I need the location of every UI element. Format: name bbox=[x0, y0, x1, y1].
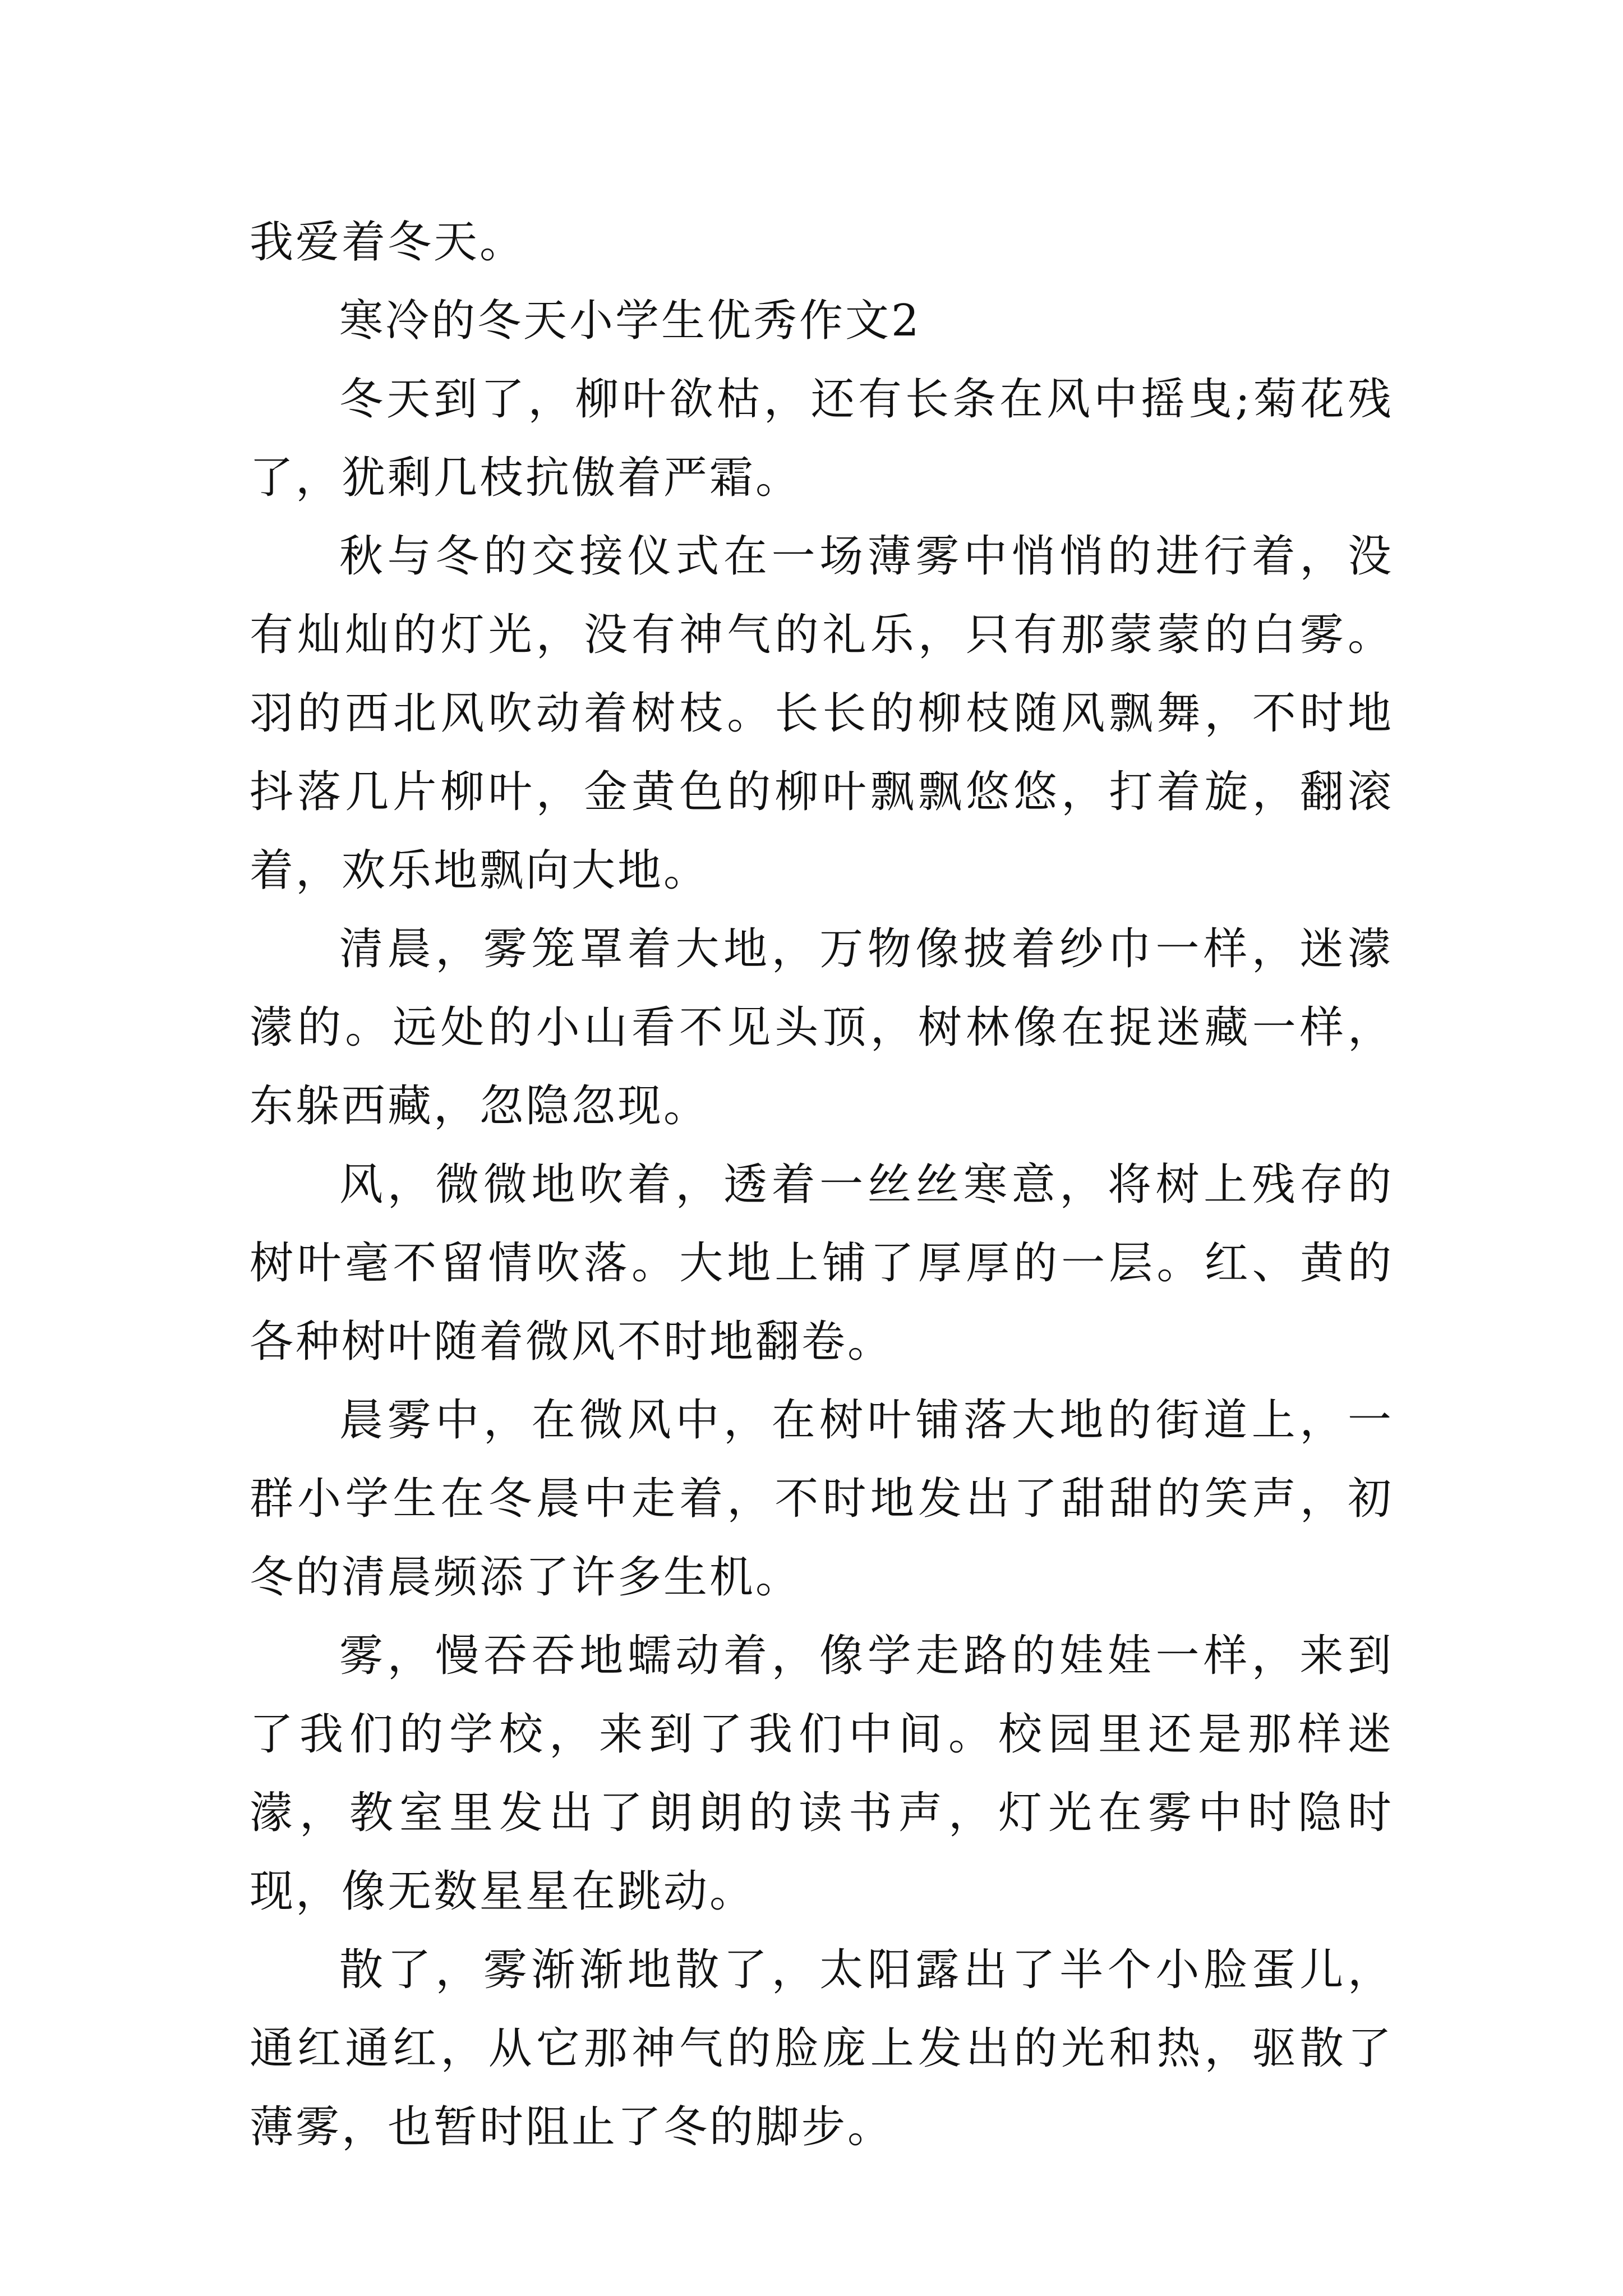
essay-body bbox=[250, 203, 1394, 2166]
paragraph: 冬天到了，柳叶欲枯，还有长条在风中摇曳;菊花残了，犹剩几枝抗傲着严霜。 bbox=[250, 374, 1394, 503]
paragraph: 清晨，雾笼罩着大地，万物像披着纱巾一样，迷濛濛的。远处的小山看不见头顶，树林像在捉迷藏一样，东躲西藏，忽隐忽现。 bbox=[250, 924, 1394, 1131]
paragraph: 风，微微地吹着，透着一丝丝寒意，将树上残存的树叶毫不留情吹落。大地上铺了厚厚的一层。红、黄的各种树叶随着微风不时地翻卷。 bbox=[250, 1159, 1394, 1367]
paragraph: 散了，雾渐渐地散了，太阳露出了半个小脸蛋儿，通红通红，从它那神气的脸庞上发出的光和热，驱散了薄雾，也暂时阻止了冬的脚步。 bbox=[250, 1945, 1394, 2152]
essay-title: 寒冷的冬天小学生优秀作文2 bbox=[339, 296, 921, 346]
paragraph: 秋与冬的交接仪式在一场薄雾中悄悄的进行着，没有灿灿的灯光，没有神气的礼乐，只有那蒙蒙的白雾。羽的西北风吹动着树枝。长长的柳枝随风飘舞，不时地抖落几片柳叶，金黄色的柳叶飘飘悠悠，打着旋，翻滚着，欢乐地飘向大地。 bbox=[250, 531, 1394, 896]
paragraph: 雾，慢吞吞地蠕动着，像学走路的娃娃一样，来到了我们的学校，来到了我们中间。校园里还是那样迷濛，教室里发出了朗朗的读书声，灯光在雾中时隐时现，像无数星星在跳动。 bbox=[250, 1631, 1394, 1917]
intro-line: 我爱着冬天。 bbox=[250, 217, 526, 268]
paragraph: 晨雾中，在微风中，在树叶铺落大地的街道上，一群小学生在冬晨中走着，不时地发出了甜甜的笑声，初冬的清晨频添了许多生机。 bbox=[250, 1395, 1394, 1603]
